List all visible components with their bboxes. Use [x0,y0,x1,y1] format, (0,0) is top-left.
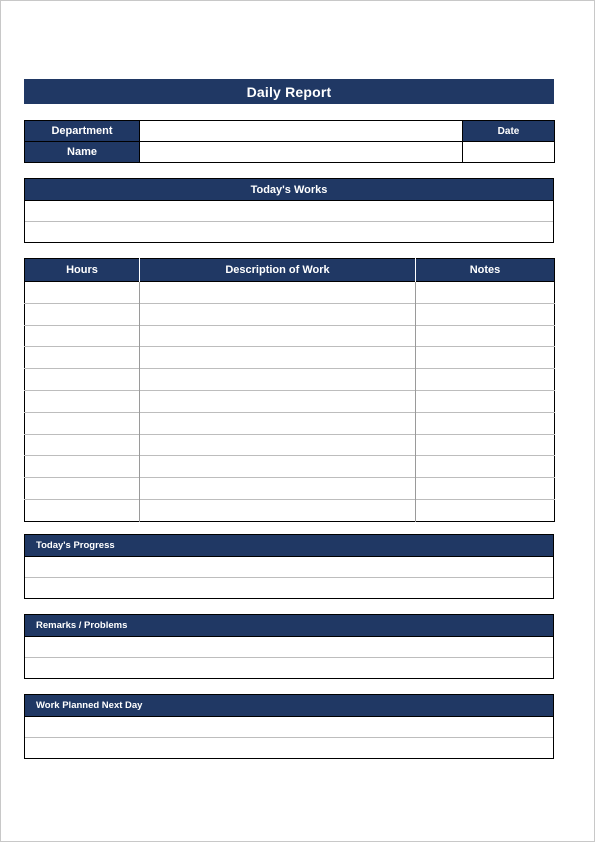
info-table [24,120,555,163]
table-row [25,456,555,478]
description-header: Description of Work [140,259,416,282]
hours-cell[interactable] [25,434,140,456]
notes-header: Notes [416,259,555,282]
table-row [25,412,555,434]
notes-cell[interactable] [416,347,555,369]
work-table [24,258,555,522]
hours-cell[interactable] [25,369,140,391]
table-row [25,499,555,521]
notes-cell[interactable] [416,412,555,434]
name-field[interactable] [140,142,463,163]
notes-cell[interactable] [416,282,555,304]
progress-line[interactable] [25,577,553,598]
remarks-body [24,636,554,679]
remarks-heading: Remarks / Problems [24,614,554,636]
hours-cell[interactable] [25,390,140,412]
description-cell[interactable] [140,478,416,500]
hours-cell[interactable] [25,478,140,500]
hours-cell[interactable] [25,499,140,521]
notes-cell[interactable] [416,478,555,500]
remarks-line[interactable] [25,636,553,657]
description-cell[interactable] [140,412,416,434]
next-day-line[interactable] [25,737,553,758]
table-row [25,303,555,325]
todays-works-line[interactable] [25,221,553,242]
name-label: Name [25,142,140,163]
hours-cell[interactable] [25,412,140,434]
table-row [25,369,555,391]
next-day-body [24,716,554,759]
progress-heading: Today's Progress [24,534,554,556]
report-title: Daily Report [24,79,554,104]
date-label: Date [463,121,555,142]
notes-cell[interactable] [416,390,555,412]
table-row [25,478,555,500]
table-row [25,347,555,369]
remarks-line[interactable] [25,657,553,678]
notes-cell[interactable] [416,369,555,391]
hours-cell[interactable] [25,456,140,478]
description-cell[interactable] [140,325,416,347]
hours-cell[interactable] [25,325,140,347]
table-row [25,434,555,456]
date-field[interactable] [463,142,555,163]
table-row [25,282,555,304]
todays-works-heading: Today's Works [24,178,554,200]
description-cell[interactable] [140,347,416,369]
hours-header: Hours [25,259,140,282]
description-cell[interactable] [140,303,416,325]
description-cell[interactable] [140,499,416,521]
notes-cell[interactable] [416,325,555,347]
next-day-heading: Work Planned Next Day [24,694,554,716]
progress-body [24,556,554,599]
notes-cell[interactable] [416,456,555,478]
next-day-line[interactable] [25,716,553,737]
todays-works-line[interactable] [25,200,553,221]
hours-cell[interactable] [25,347,140,369]
department-field[interactable] [140,121,463,142]
notes-cell[interactable] [416,499,555,521]
notes-cell[interactable] [416,434,555,456]
description-cell[interactable] [140,456,416,478]
department-label: Department [25,121,140,142]
notes-cell[interactable] [416,303,555,325]
hours-cell[interactable] [25,282,140,304]
description-cell[interactable] [140,434,416,456]
table-row [25,325,555,347]
description-cell[interactable] [140,390,416,412]
progress-line[interactable] [25,556,553,577]
description-cell[interactable] [140,369,416,391]
table-row [25,390,555,412]
hours-cell[interactable] [25,303,140,325]
description-cell[interactable] [140,282,416,304]
todays-works-body [24,200,554,243]
